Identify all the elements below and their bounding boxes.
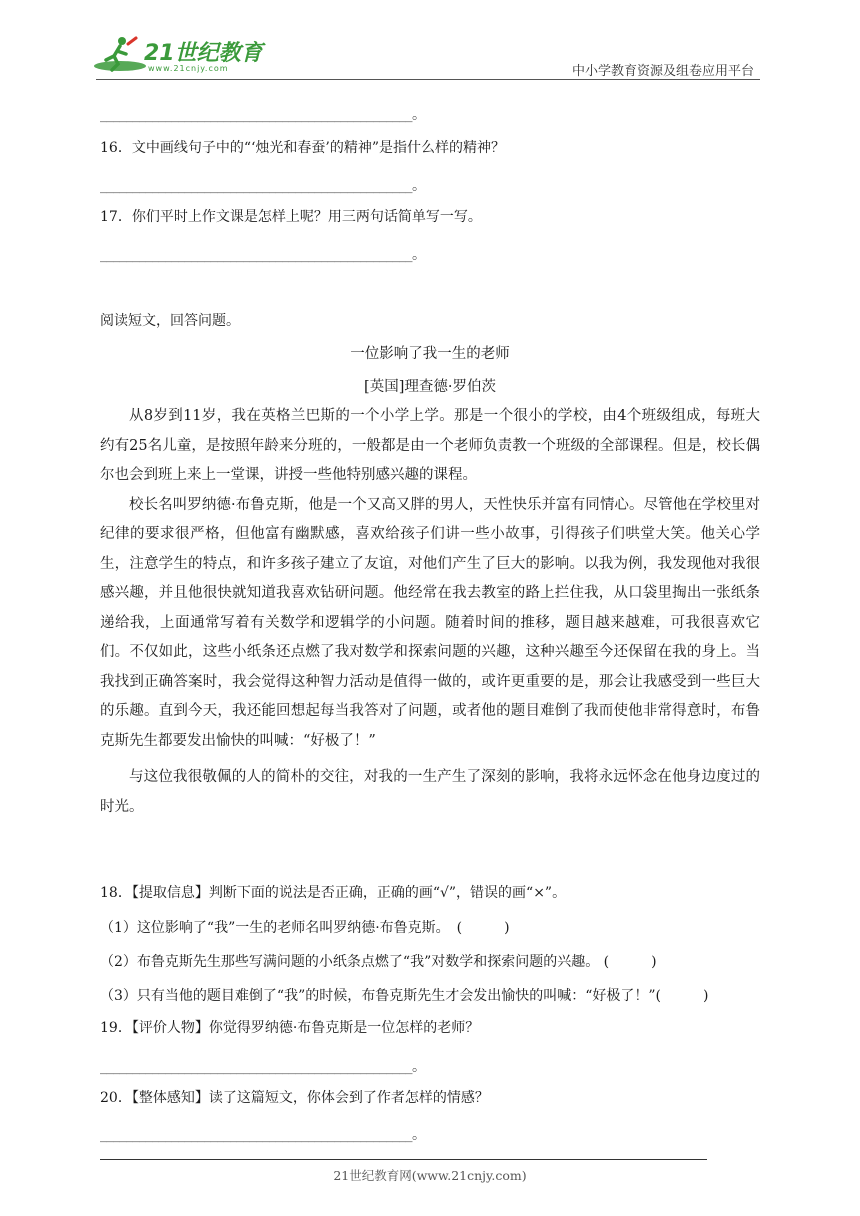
platform-label: 中小学教育资源及组卷应用平台 [571,64,754,79]
article-body [100,402,760,822]
question-18-stem: 18．【提取信息】判断下面的说法是否正确，正确的画“√”，错误的画“×”。 [100,885,567,901]
question-18-item-3[interactable]: （3）只有当他的题目难倒了“我”的时候，布鲁克斯先生才会发出愉快的叫喊：“好极了！”( ) [100,988,709,1004]
answer-line-16[interactable]: ________________________________________________。 [100,178,426,194]
answer-line-19[interactable]: ________________________________________________。 [100,1059,426,1075]
question-19: 19．【评价人物】你觉得罗纳德·布鲁克斯是一位怎样的老师？ [100,1020,480,1036]
article-title: 一位影响了我一生的老师 [350,346,510,362]
article-paragraph: 与这位我很敬佩的人的简朴的交往，对我的一生产生了深刻的影响，我将永远怀念在他身边度过的时光。 [100,769,760,815]
question-20: 20．【整体感知】读了这篇短文，你体会到了作者怎样的情感？ [100,1090,489,1106]
site-logo [92,34,262,78]
question-17: 17．你们平时上作文课是怎样上呢？用三两句话简单写一写。 [100,209,482,225]
header-divider [96,79,760,80]
reading-instruction: 阅读短文，回答问题。 [100,313,240,329]
answer-line-20[interactable]: ________________________________________________。 [100,1127,426,1143]
footer-divider [100,1159,707,1160]
question-18-item-1[interactable]: （1）这位影响了“我”一生的老师名叫罗纳德·布鲁克斯。 ( ) [100,920,510,936]
question-16: 16．文中画线句子中的“‘烛光和春蚕’的精神”是指什么样的精神？ [100,140,506,156]
article-paragraph: 从8岁到11岁，我在英格兰巴斯的一个小学上学。那是一个很小的学校，由4个班级组成，每班大约有25名儿童，是按照年龄来分班的，一般都是由一个老师负责教一个班级的全部课程。但是，校长偶尔也会到班上来上一堂课，讲授一些他特别感兴趣的课程。 [100,408,760,483]
answer-line-15[interactable]: ________________________________________________。 [100,107,426,123]
answer-line-17[interactable]: ________________________________________________。 [100,247,426,263]
footer-text: 21世纪教育网(www.21cnjy.com) [333,1168,527,1183]
article-paragraph: 校长名叫罗纳德·布鲁克斯，他是一个又高又胖的男人，天性快乐并富有同情心。尽管他在学校里对纪律的要求很严格，但他富有幽默感，喜欢给孩子们讲一些小故事，引得孩子们哄堂大笑。他关心学生，注意学生的特点，和许多孩子建立了友谊，对他们产生了巨大的影响。以我为例，我发现他对我很感兴趣，并且他很快就知道我喜欢钻研问题。他经常在我去教室的路上拦住我，从口袋里掏出一张纸条递给我，上面通常写着有关数学和逻辑学的小问题。随着时间的推移，题目越来越难，可我很喜欢它们。不仅如此，这些小纸条还点燃了我对数学和探索问题的兴趣，这种兴趣至今还保留在我的身上。当我找到正确答案时，我会觉得这种智力活动是值得一做的，或许更重要的是，那会让我感受到一些巨大的乐趣。直到今天，我还能回想起每当我答对了问题，或者他的题目难倒了我而使他非常得意时，布鲁克斯先生都要发出愉快的叫喊：“好极了！” [100,496,760,749]
question-18-item-2[interactable]: （2）布鲁克斯先生那些写满问题的小纸条点燃了“我”对数学和探索问题的兴趣。 ( ) [100,954,657,970]
logo-text: 21世纪教育 [144,41,263,66]
article-author: [英国]理查德·罗伯茨 [364,379,496,395]
logo-url: www.21cnjy.com [148,64,229,73]
